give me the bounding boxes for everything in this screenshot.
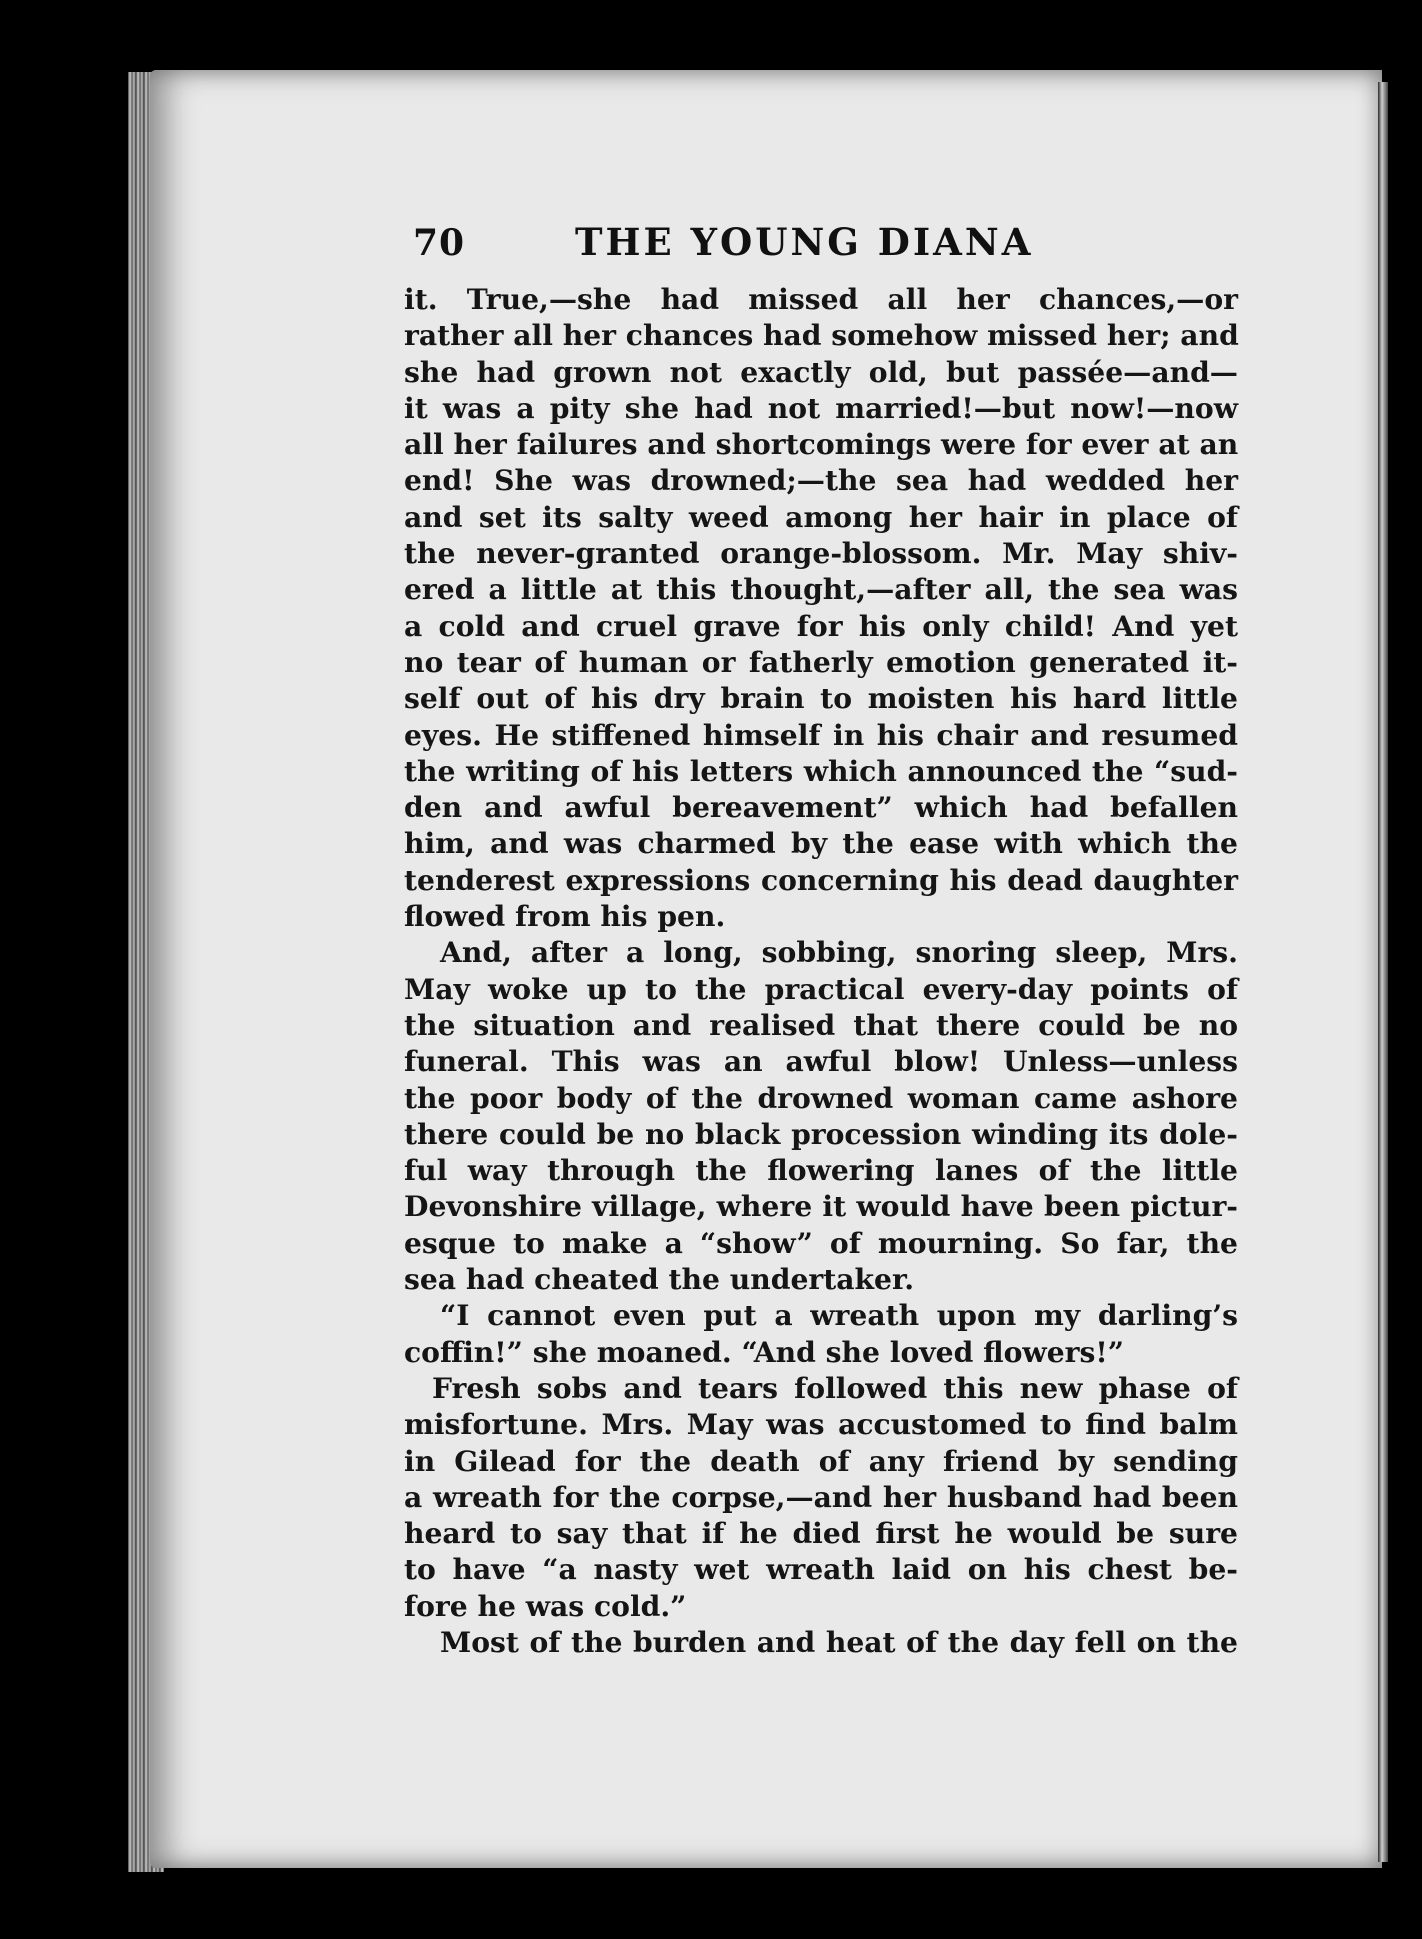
- text-line: it was a pity she had not married!—but now!—now: [404, 391, 1238, 425]
- scan-border: [1388, 0, 1422, 1939]
- text-line: Devonshire village, where it would have been pictur-: [404, 1190, 1238, 1224]
- text-line: den and awful bereavement” which had befallen: [404, 791, 1238, 825]
- text-line: And, after a long, sobbing, snoring sleep, Mrs.: [440, 936, 1238, 970]
- text-line: ered a little at this thought,—after all, the sea was: [404, 573, 1238, 607]
- text-line: May woke up to the practical every-day points of: [404, 972, 1238, 1006]
- text-line: coffin!” she moaned. “And she loved flowers!”: [404, 1335, 1124, 1369]
- page-right-edge: [1378, 82, 1388, 1862]
- page-number: 70: [413, 222, 466, 264]
- text-line: it. True,—she had missed all her chances,—or: [404, 283, 1238, 316]
- text-line: the poor body of the drowned woman came ashore: [404, 1081, 1238, 1115]
- text-line: eyes. He stiffened himself in his chair and resumed: [404, 718, 1238, 752]
- text-line: tenderest expressions concerning his dead daughter: [404, 863, 1238, 897]
- text-line: a wreath for the corpse,—and her husband had been: [404, 1480, 1238, 1514]
- text-line: no tear of human or fatherly emotion generated it-: [404, 645, 1238, 679]
- running-head: [413, 222, 1233, 272]
- text-line: end! She was drowned;—the sea had wedded her: [404, 464, 1238, 498]
- text-line: all her failures and shortcomings were for ever at an: [404, 428, 1239, 462]
- text-line: rather all her chances had somehow missed her; and: [404, 319, 1239, 353]
- text-line: him, and was charmed by the ease with which the: [404, 827, 1238, 861]
- text-line: sea had cheated the undertaker.: [404, 1263, 915, 1297]
- text-line: ful way through the flowering lanes of the little: [404, 1154, 1238, 1188]
- text-line: to have “a nasty wet wreath laid on his chest be-: [404, 1553, 1238, 1587]
- text-line: heard to say that if he died first he would be sure: [404, 1517, 1238, 1551]
- text-line: fore he was cold.”: [404, 1589, 687, 1623]
- text-line: misfortune. Mrs. May was accustomed to find balm: [404, 1408, 1238, 1442]
- text-line: “I cannot even put a wreath upon my darling’s: [440, 1299, 1238, 1333]
- text-line: she had grown not exactly old, but passée—and—: [404, 355, 1238, 389]
- text-line: and set its salty weed among her hair in place of: [404, 500, 1238, 534]
- text-line: Fresh sobs and tears followed this new phase of: [432, 1371, 1238, 1405]
- text-line: esque to make a “show” of mourning. So far, the: [404, 1226, 1238, 1260]
- text-line: in Gilead for the death of any friend by sending: [404, 1444, 1238, 1478]
- text-line: flowed from his pen.: [404, 900, 726, 934]
- text-line: Most of the burden and heat of the day fell on the: [440, 1625, 1238, 1659]
- body-text: [404, 282, 1238, 1661]
- text-line: self out of his dry brain to moisten his hard little: [404, 682, 1238, 716]
- text-line: the never-granted orange-blossom. Mr. May shiv-: [404, 537, 1238, 571]
- text-line: a cold and cruel grave for his only child! And yet: [404, 609, 1238, 643]
- text-line: funeral. This was an awful blow! Unless—unless: [404, 1045, 1238, 1079]
- book-title: THE YOUNG DIANA: [575, 220, 1034, 264]
- text-line: the situation and realised that there could be no: [404, 1008, 1238, 1042]
- text-line: the writing of his letters which announced the “sud-: [404, 754, 1238, 788]
- text-line: there could be no black procession winding its dole-: [404, 1117, 1238, 1151]
